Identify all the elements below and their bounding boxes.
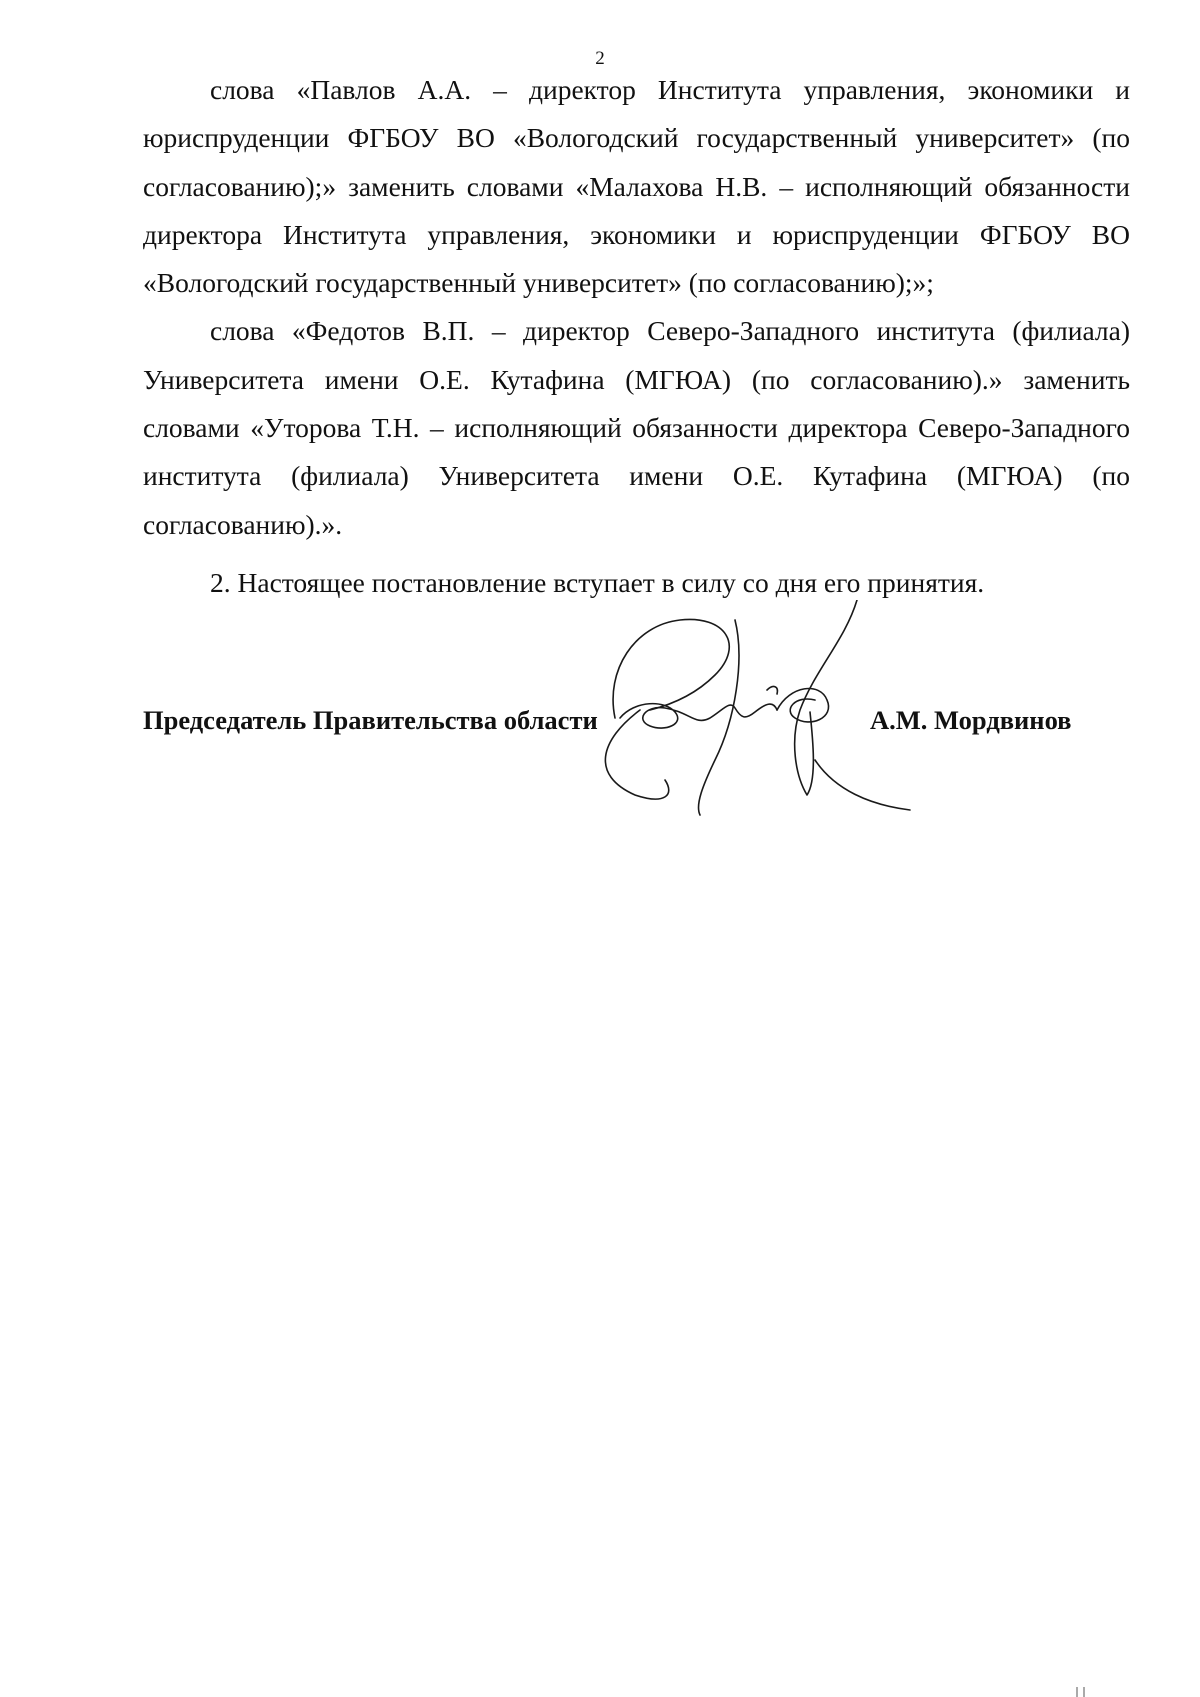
document-body [143, 66, 1130, 607]
page-number: 2 [595, 48, 605, 69]
signer-name: А.М. Мордвинов [870, 705, 1072, 735]
signer-title: Председатель Правительства области [143, 705, 598, 735]
paragraph-effective-date: 2. Настоящее постановление вступает в силу со дня его принятия. [210, 566, 985, 598]
paragraph-pavlov-replacement: слова «Павлов А.А. – директор Института управления, экономики и юриспруденции ФГБОУ ВО «Вологодский государственный университет» (по согласованию);» заменить словами «Малахова Н.В. – исполняющий обязанности директора Института управления, экономики и юриспруденции ФГБОУ ВО «Вологодский государственный университет» (по согласованию);»; [143, 74, 1130, 299]
handwritten-signature [595, 600, 935, 830]
scan-edge-mark [1074, 1685, 1090, 1697]
paragraph-fedotov-replacement: слова «Федотов В.П. – директор Северо-Западного института (филиала) Университета имени О.Е. Кутафина (МГЮА) (по согласованию).» заменить словами «Уторова Т.Н. – исполняющий обязанности директора Северо-Западного института (филиала) Университета имени О.Е. Кутафина (МГЮА) (по согласованию).». [143, 315, 1130, 540]
